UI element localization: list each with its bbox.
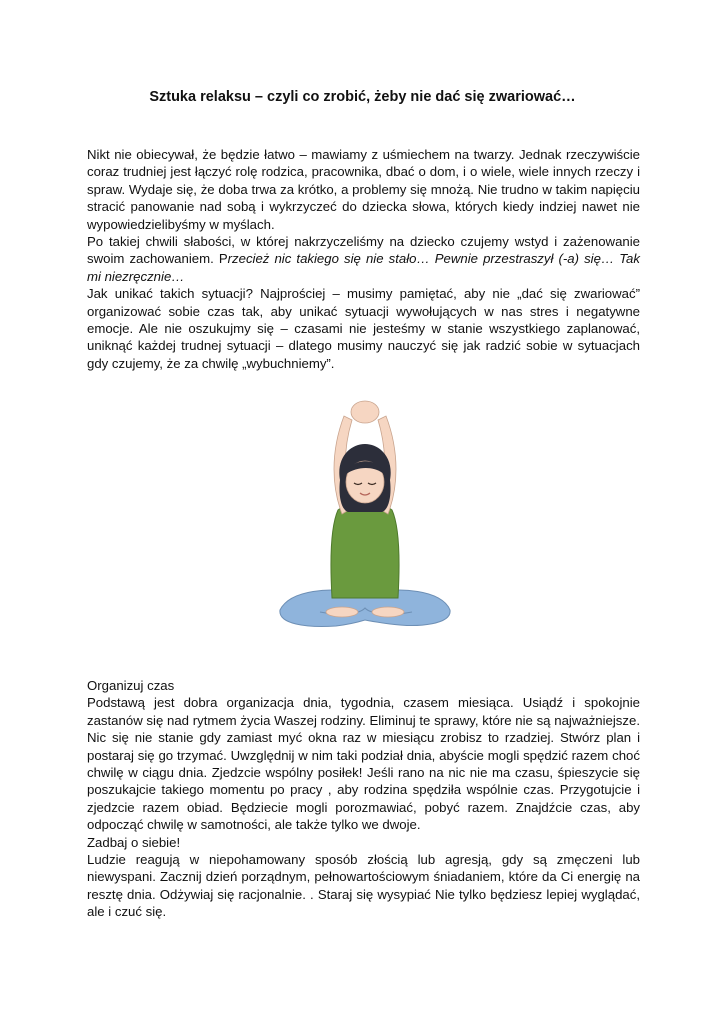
shirt-shape	[331, 504, 399, 598]
self-care-heading: Zadbaj o siebie!	[87, 834, 181, 850]
intro-paragraph-1: Nikt nie obiecywał, że będzie łatwo – mawiamy z uśmiechem na twarzy. Jednak rzeczywiście coraz trudniej jest łączyć rolę rodzica, pracownika, dbać o dom, i o wiele, wiele innych rzeczy i spraw. Wydaje się, że doba trwa za krótko, a problemy się mnożą. Nie trudno w takim napięciu stracić panowanie nad sobą i wykrzyczeć do dziecka słowa, których kiedy indziej nawet nie wypowiedzielibyśmy w myślach.	[87, 147, 640, 232]
intro-paragraph-3: Jak unikać takich sytuacji? Najprościej – musimy pamiętać, aby nie „dać się zwariować” organizować sobie czas tak, aby unikać sytuacji wywołujących w nas stres i negatywne emocje. Ale nie oszukujmy się – czasami nie jesteśmy w stanie wszystkiego zaplanować, uniknąć każdej trudnej sytuacji – dlatego musimy nauczyć się jak radzić sobie w sytuacjach gdy czujemy, że za chwilę „wybuchniemy”.	[87, 286, 640, 371]
intro-section	[87, 146, 640, 372]
organize-paragraph-1: Podstawą jest dobra organizacja dnia, tygodnia, czasem miesiąca. Usiądź i spokojnie zastanów się nad rytmem życia Waszej rodziny. Eliminuj te sprawy, które nie są najważniejsze. Nic się nie stanie gdy zamiast myć okna raz w miesiącu zrobisz to rzadziej. Stwórz plan i postaraj się go trzymać. Uwzględnij w nim taki podział dnia, abyście mogli spędzić razem choć chwilę w ciągu dnia. Zjedzcie wspólny posiłek! Jeśli rano na nic nie ma czasu, śpieszycie się poszukajcie takiego momentu po pracy , aby rodzina spędziła wspólnie czas. Przygotujcie i zjedzcie razem obiad. Będziecie mogli porozmawiać, pobyć razem. Znajdźcie czas, aby odpocząć chwilę w samotności, ale także tylko we dwoje.	[87, 695, 640, 833]
organize-heading: Organizuj czas	[87, 678, 175, 693]
intro-paragraph-2-italic: rzecież nic takiego się nie stało… Pewnie przestraszył (-a) się… Tak mi niezręcznie…	[87, 251, 640, 284]
joined-hands	[351, 401, 379, 423]
intro-paragraph-2	[87, 233, 640, 285]
left-foot	[326, 607, 358, 617]
yoga-girl-illustration	[270, 398, 460, 648]
organize-section	[87, 677, 640, 921]
right-foot	[372, 607, 404, 617]
organize-paragraph-2: Ludzie reagują w niepohamowany sposób złością lub agresją, gdy są zmęczeni lub niewyspani. Zacznij dzień porządnym, pełnowartościowym śniadaniem, które da Ci energię na resztę dnia. Odżywiaj się racjonalnie. . Staraj się wysypiać Nie tylko będziesz lepiej wyglądać, ale i czuć się.	[87, 852, 640, 920]
intro-paragraph-2-text: Po takiej chwili słabości, w której nakrzyczeliśmy na dziecko czujemy wstyd i zażenowanie swoim zachowaniem. P	[87, 234, 640, 267]
page-title: Sztuka relaksu – czyli co zrobić, żeby nie dać się zwariować…	[149, 89, 576, 105]
